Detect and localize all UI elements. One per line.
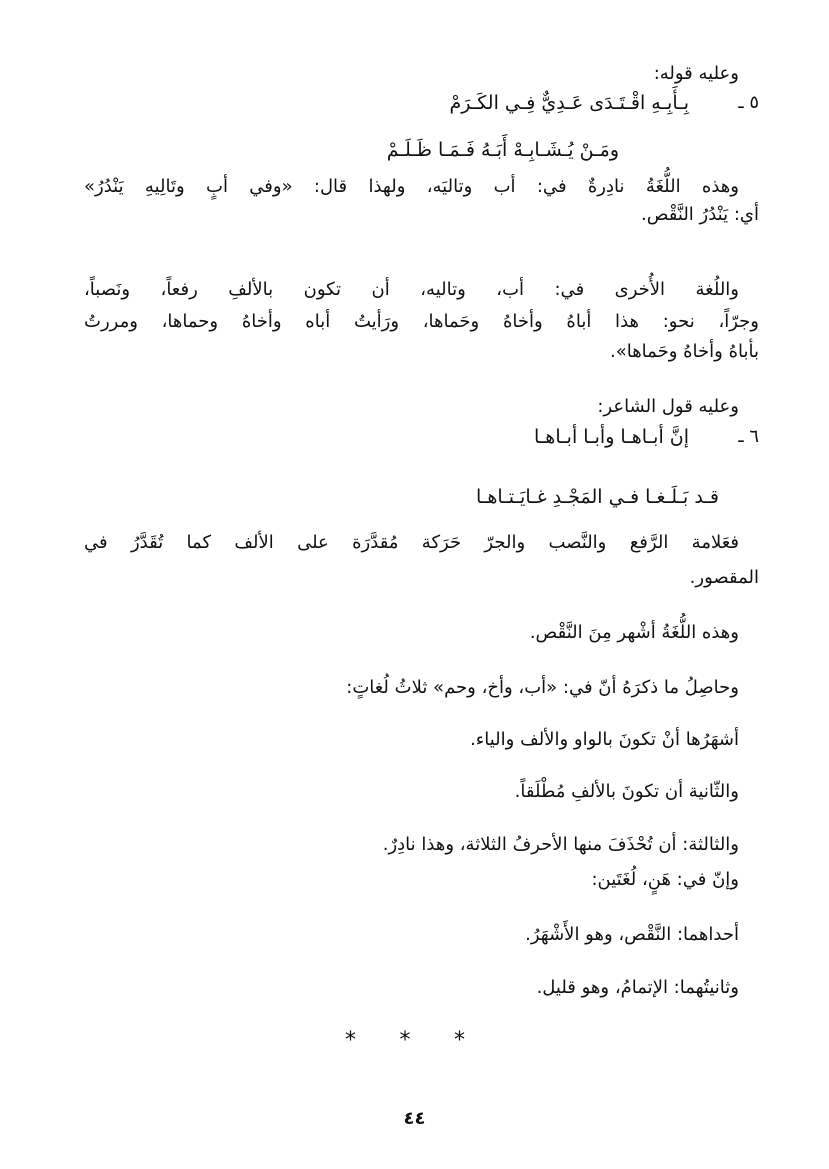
intro-line: وعليه قول الشاعر: [597, 396, 739, 417]
verse-6-first-hemistich: إنَّ أبـاهـا وأبـا أبـاهـا [533, 426, 689, 448]
paragraph-line: وهذه اللُّغَةُ أشْهر مِنَ النَّقْص. [529, 622, 739, 643]
page-number: ٤٤ [403, 1108, 426, 1129]
star-ornament: * [399, 1028, 411, 1053]
section-separator [345, 1028, 465, 1053]
paragraph-line: واللُغة الأُخرى في: أب، وتاليه، أن تكون بالألفِ رفعاً، ونَصباً، [84, 279, 739, 300]
paragraph-line: أحداهما: النَّقْص، وهو الأَشْهَرُ. [525, 924, 739, 945]
verse-5-second-hemistich: ومَـنْ يُـشَـابِـهْ أَبَـهُ فَـمَـا ظَـلَـمْ [386, 139, 619, 161]
paragraph-line: بأباهُ وأخاهُ وحَماها». [609, 341, 759, 362]
paragraph-line: وهذه اللُّغَةُ نادِرةٌ في: أب وتاليَه، ولهذا قال: «وفي أبٍ وتَالِيهِ يَنْدُرُ» [84, 176, 739, 197]
paragraph-line: أشهَرُها أنْ تكونَ بالواو والألف والياء. [470, 729, 739, 750]
verse-5-first-hemistich: بِـأَبِـهِ اقْـتَـدَى عَـدِيٌّ فِـي الكَـرَمْ [449, 92, 689, 114]
paragraph-line: المقصور. [689, 567, 759, 588]
paragraph-line: وإنّ في: هَنٍ، لُغَتَين: [591, 869, 739, 890]
paragraph-line: فعَلامة الرَّفع والنَّصب والجرّ حَرَكة مُقدَّرَة على الألف كما تُقَدَّرُ في [84, 532, 739, 553]
paragraph-line: وجرّاً، نحو: هذا أباهُ وأخاهُ وحَماها، ورَأيتُ أباه وأخاهُ وحماها، ومررتُ [84, 311, 759, 332]
paragraph-line: والثالثة: أن تُحْذَفَ منها الأحرفُ الثلاثة، وهذا نادِرٌ. [382, 834, 739, 855]
star-ornament: * [454, 1028, 465, 1053]
verse-number-6: ٦ ـ [738, 426, 759, 447]
paragraph-line: أي: يَنْدُرُ النَّقْص. [641, 204, 759, 225]
paragraph-line: وثانيتُهما: الإتمامُ، وهو قليل. [536, 977, 739, 998]
intro-line: وعليه قوله: [653, 63, 739, 84]
paragraph-line: والثّانية أن تكونَ بالألفِ مُطْلَقاً. [514, 781, 739, 802]
paragraph-line: وحاصِلُ ما ذكرَهُ أنّ في: «أب، وأخ، وحم» ثلاثُ لُغاتٍ: [346, 677, 739, 698]
star-ornament: * [345, 1028, 356, 1053]
verse-number-5: ٥ ـ [738, 92, 759, 113]
verse-6-second-hemistich: قـد بَـلَـغـا فـي المَجْـدِ غـايَـتـاهـا [476, 486, 719, 508]
